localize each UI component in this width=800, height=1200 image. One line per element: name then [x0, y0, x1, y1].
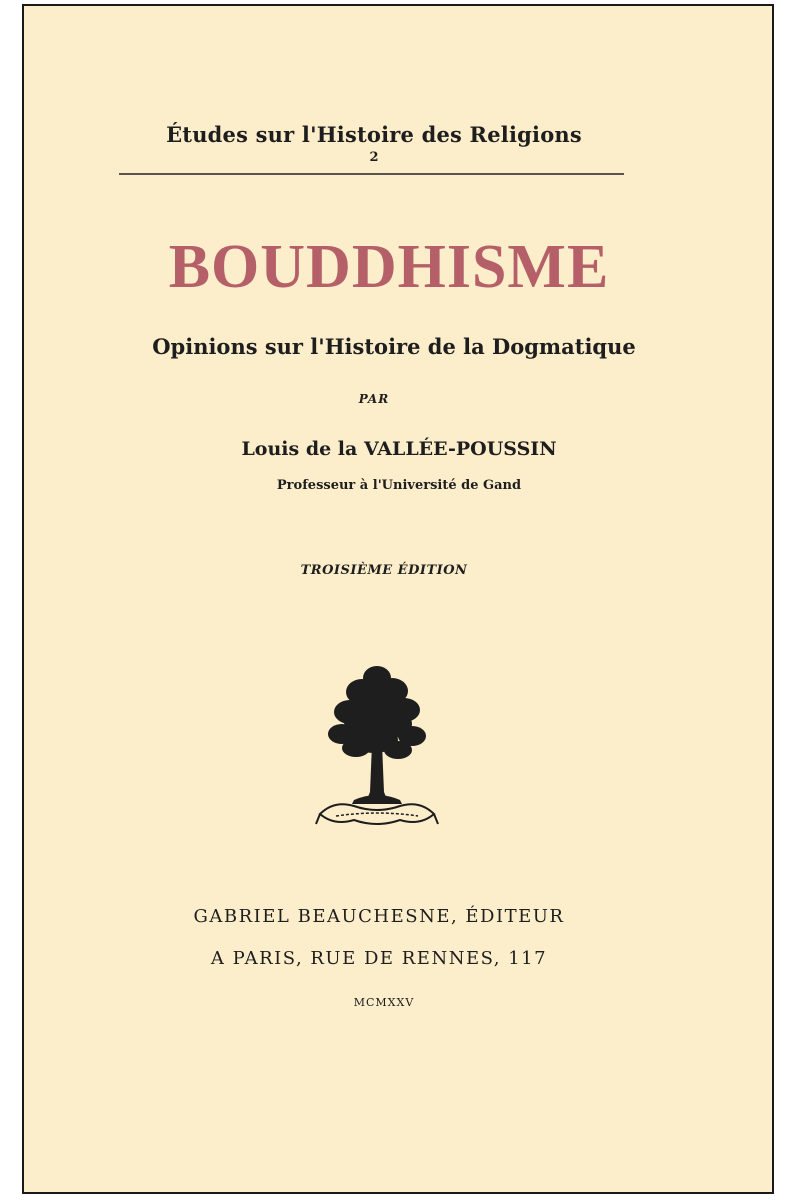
series-title: Études sur l'Histoire des Religions	[166, 122, 582, 147]
series-number: 2	[369, 150, 379, 165]
publisher-address: A PARIS, RUE DE RENNES, 117	[210, 948, 548, 969]
by-label: PAR	[358, 392, 390, 406]
author-affiliation: Professeur à l'Université de Gand	[276, 478, 522, 493]
divider-rule	[119, 173, 624, 175]
author-name: Louis de la VALLÉE-POUSSIN	[241, 438, 557, 460]
edition-label: TROISIÈME ÉDITION	[300, 563, 468, 578]
publication-year: MCMXXV	[353, 996, 415, 1009]
publisher-name: GABRIEL BEAUCHESNE, ÉDITEUR	[193, 906, 565, 927]
book-cover	[22, 4, 774, 1194]
tree-emblem-icon	[314, 664, 440, 836]
book-title: BOUDDHISME	[168, 233, 610, 301]
book-subtitle: Opinions sur l'Histoire de la Dogmatique	[152, 334, 636, 359]
